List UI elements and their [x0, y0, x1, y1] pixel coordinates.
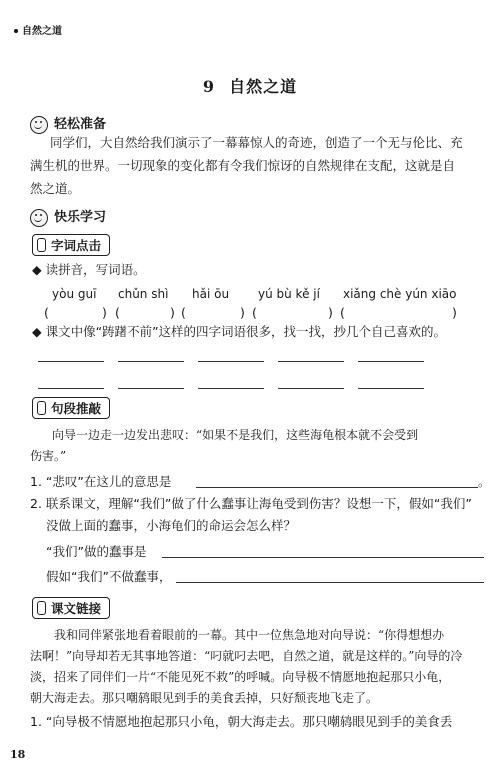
pinyin-4: yú bù kě jí: [258, 287, 320, 301]
analysis-tag-label: 句段推敲: [32, 397, 110, 419]
answer-paren-4-close: ): [328, 305, 333, 320]
prep-heading: [30, 113, 106, 134]
answer-paren-5-close: ): [452, 305, 457, 320]
prep-heading-text: 轻松准备: [54, 117, 107, 132]
answer-paren-2-close: ): [170, 305, 175, 320]
link-para-line-1: 我和同伴紧张地看着眼前的一幕。其中一位焦急地对向导说：“你得想想办: [54, 628, 445, 642]
analysis-q2-a: “我们”做的蠢事是: [46, 544, 147, 559]
analysis-q2-line-2: 没做上面的蠢事，小海龟们的命运会怎么样？: [46, 518, 297, 533]
answer-line[interactable]: [198, 388, 264, 389]
vocab-tag-label: 字词点击: [32, 234, 110, 256]
vocab-instruction-1: ◆ 读拼音，写词语。: [32, 262, 146, 277]
answer-line[interactable]: [278, 388, 344, 389]
lesson-title-text: 自然之道: [229, 77, 298, 96]
answer-line[interactable]: [358, 361, 424, 362]
analysis-q2-b: 假如“我们”不做蠢事，: [46, 569, 172, 584]
answer-paren-3-close: ): [240, 305, 245, 320]
answer-paren-3[interactable]: (: [181, 305, 186, 320]
answer-line[interactable]: [118, 388, 184, 389]
link-para-line-4: 朝大海走去。那只嘲鸫眼见到手的美食丢掉，只好颓丧地飞走了。: [30, 691, 379, 705]
link-para-line-2: 法啊！”向导却若无其事地答道：“叼就叼去吧，自然之道，就是这样的。”向导的冷: [30, 649, 463, 663]
answer-line[interactable]: [38, 388, 104, 389]
analysis-q1-end: 。: [478, 474, 491, 489]
pinyin-1: yòu guī: [52, 287, 97, 301]
vocab-instruction-2: ◆ 课文中像“踌躇不前”这样的四字词语很多，找一找，抄几个自己喜欢的。: [32, 324, 447, 339]
bullet-dot-icon: [14, 29, 18, 33]
vocab-tag: [32, 234, 110, 256]
analysis-q2-line-1: 2. 联系课文，理解“我们”做了什么蠢事让海龟受到伤害？设想一下，假如“我们”: [30, 496, 472, 511]
link-q1: 1. “向导极不情愿地抱起那只小龟，朝大海走去。那只嘲鸫眼见到手的美食丢: [30, 714, 453, 729]
answer-paren-1[interactable]: (: [44, 305, 49, 320]
answer-paren-1-close: ): [102, 305, 107, 320]
analysis-quote-line-2: 伤害。”: [30, 449, 67, 463]
answer-line[interactable]: [198, 361, 264, 362]
answer-line[interactable]: [162, 557, 484, 558]
page-number: 18: [10, 748, 26, 761]
answer-line[interactable]: [176, 582, 484, 583]
link-tag-label: 课文链接: [32, 597, 110, 619]
answer-paren-4[interactable]: (: [252, 305, 257, 320]
link-tag: [32, 597, 110, 619]
running-title: 自然之道: [22, 26, 62, 37]
prep-line-1: 同学们，大自然给我们演示了一幕幕惊人的奇迹，创造了一个无与伦比、充: [50, 135, 463, 150]
answer-line[interactable]: [196, 487, 478, 488]
pinyin-5: xiǎng chè yún xiāo: [343, 287, 457, 301]
analysis-tag: [32, 397, 110, 419]
smiley-icon: [30, 116, 48, 134]
analysis-quote-line-1: 向导一边走一边发出悲叹：“如果不是我们，这些海龟根本就不会受到: [52, 428, 419, 442]
pinyin-3: hǎi ōu: [192, 287, 230, 301]
link-para-line-3: 淡，招来了同伴们一片“不能见死不救”的呼喊。向导极不情愿地抱起那只小龟，: [30, 670, 451, 684]
answer-paren-5[interactable]: (: [340, 305, 345, 320]
learn-heading-text: 快乐学习: [54, 210, 107, 225]
learn-heading: [30, 206, 106, 227]
prep-line-3: 然之道。: [30, 181, 81, 196]
pinyin-2: chǔn shì: [118, 287, 169, 301]
answer-line[interactable]: [118, 361, 184, 362]
lesson-title: [0, 74, 500, 97]
lesson-number: 9: [202, 77, 216, 96]
smiley-icon: [30, 209, 48, 227]
prep-line-2: 满生机的世界。一切现象的变化都有令我们惊讶的自然规律在支配，这就是自: [30, 158, 456, 173]
answer-line[interactable]: [358, 388, 424, 389]
analysis-q1: 1. “悲叹”在这儿的意思是: [30, 474, 172, 489]
answer-line[interactable]: [278, 361, 344, 362]
answer-line[interactable]: [38, 361, 104, 362]
answer-paren-2[interactable]: (: [115, 305, 120, 320]
running-header: [14, 22, 62, 37]
